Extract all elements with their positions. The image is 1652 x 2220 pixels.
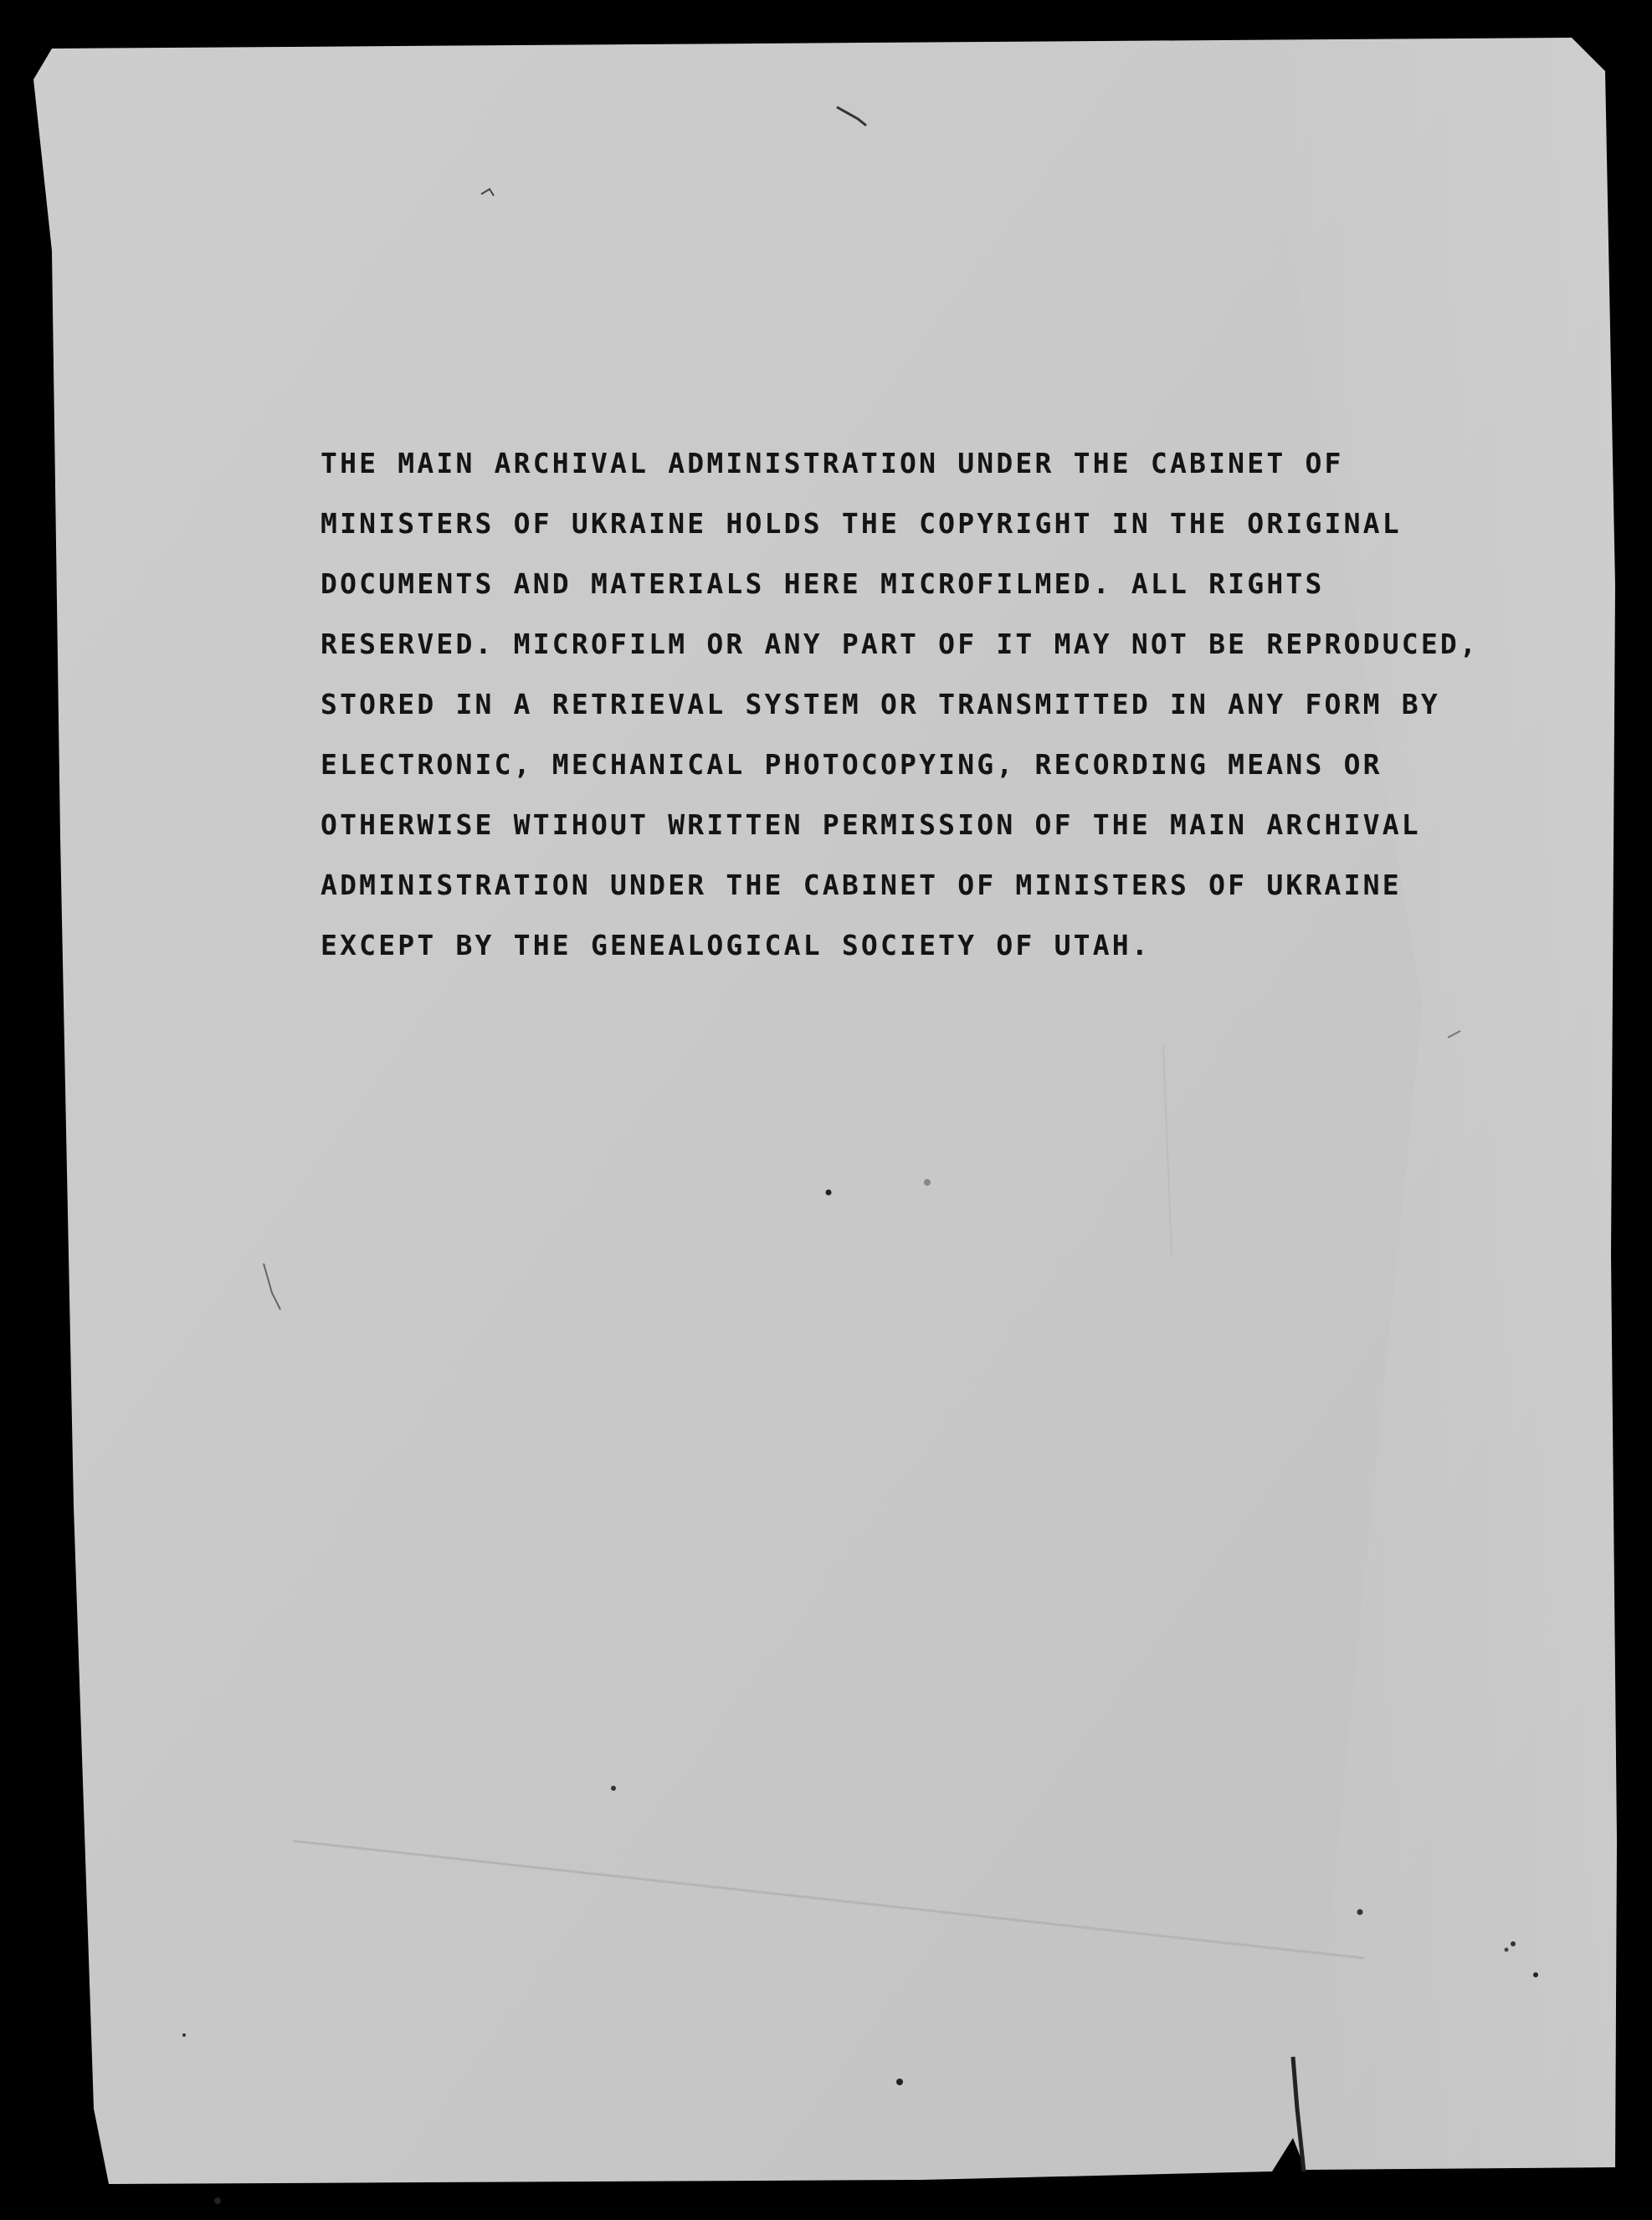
- notice-line-6: ELECTRONIC, MECHANICAL PHOTOCOPYING, RECORDING MEANS OR: [321, 748, 1383, 781]
- copyright-notice: [321, 433, 1492, 976]
- dust-speck: [826, 1190, 832, 1196]
- notice-line-9: EXCEPT BY THE GENEALOGICAL SOCIETY OF UTAH.: [321, 929, 1151, 961]
- notice-line-5: STORED IN A RETRIEVAL SYSTEM OR TRANSMITTED IN ANY FORM BY: [321, 688, 1440, 720]
- notice-line-3: DOCUMENTS AND MATERIALS HERE MICROFILMED. ALL RIGHTS: [321, 567, 1325, 600]
- dust-speck: [214, 2197, 221, 2204]
- notice-line-1: THE MAIN ARCHIVAL ADMINISTRATION UNDER THE CABINET OF: [321, 447, 1344, 479]
- dust-speck: [896, 2079, 903, 2085]
- dust-speck: [1511, 1941, 1516, 1946]
- notice-line-4: RESERVED. MICROFILM OR ANY PART OF IT MAY NOT BE REPRODUCED,: [321, 628, 1480, 660]
- notice-line-8: ADMINISTRATION UNDER THE CABINET OF MINISTERS OF UKRAINE: [321, 869, 1402, 901]
- notice-line-7: OTHERWISE WTIHOUT WRITTEN PERMISSION OF THE MAIN ARCHIVAL: [321, 808, 1421, 841]
- dust-speck: [1505, 1948, 1509, 1952]
- dust-speck: [611, 1786, 616, 1791]
- dust-speck: [182, 2033, 186, 2037]
- notice-line-2: MINISTERS OF UKRAINE HOLDS THE COPYRIGHT IN THE ORIGINAL: [321, 507, 1402, 540]
- dust-speck: [1533, 1972, 1538, 1977]
- dust-speck: [1357, 1910, 1363, 1915]
- dust-speck: [924, 1179, 931, 1186]
